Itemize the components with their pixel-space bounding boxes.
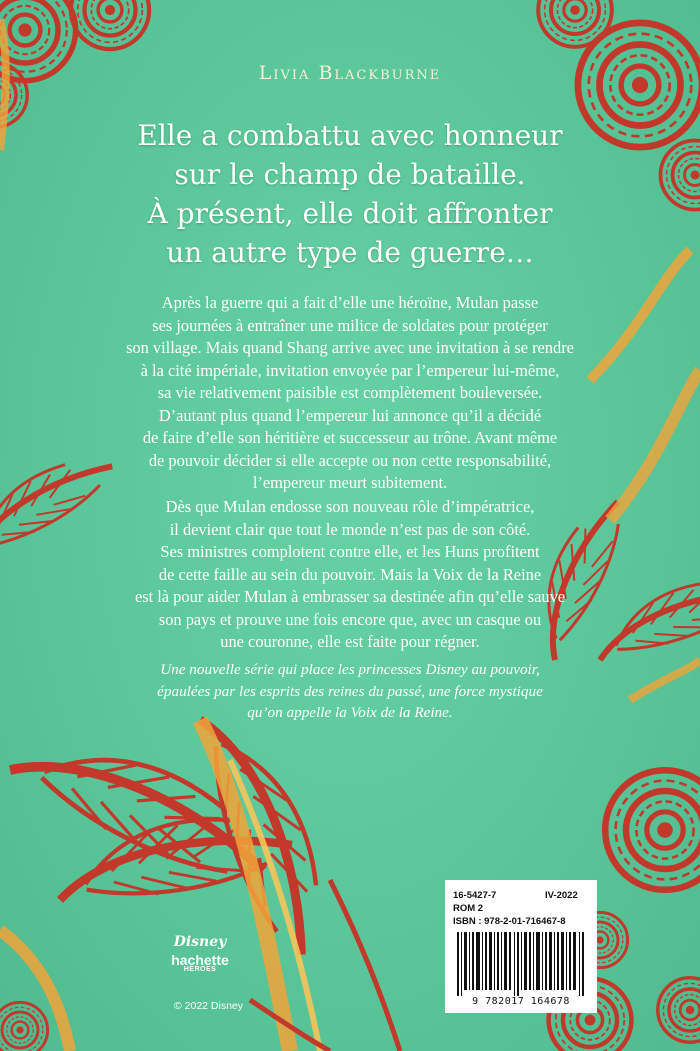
barcode-digits: 9 782017 164678 [472, 996, 570, 1007]
tagline-line: Elle a combattu avec honneur [137, 119, 563, 152]
text-line: sa vie relativement paisible est complètement bouleversée. [157, 383, 543, 402]
text-line: ses journées à entraîner une milice de soldates pour protéger [152, 315, 548, 335]
copyright-notice: © 2022 Disney [174, 1000, 244, 1012]
disney-logo: Disney [173, 934, 227, 950]
tagline [100, 116, 600, 272]
text-line: à la cité impériale, invitation envoyée par l’empereur lui-même, [140, 360, 560, 380]
heroes-label: HEROES [183, 966, 217, 973]
text-line: est là pour aider Mulan à embrasser sa destinée afin qu’elle sauve [134, 587, 566, 606]
text-line: épaulées par les esprits des reines du passé, une force mystique [157, 682, 543, 700]
text-line: D’autant plus quand l’empereur lui annonce qu’il a décidé [158, 405, 542, 425]
text-line: de cette faille au sein du pouvoir. Mais la Voix de la Reine [158, 564, 542, 584]
tagline-line: sur le champ de bataille. [174, 158, 526, 191]
author-name: Livia Blackburne [258, 62, 442, 84]
edition-date: IV-2022 [545, 890, 578, 901]
text-line: l’empereur meurt subitement. [252, 473, 448, 492]
series-blurb [112, 659, 588, 724]
hachette-logo: hachette [171, 952, 229, 968]
text-line: il devient clair que tout le monde n’est pas de son côté. [169, 519, 531, 539]
barcode-panel [445, 880, 597, 1013]
synopsis-paragraph-1 [112, 292, 588, 495]
text-line: de pouvoir décider si elle accepte ou non cette responsabilité, [148, 450, 552, 470]
text-line: de faire d’elle son héritière et successeur au trône. Avant même [142, 428, 558, 447]
text-line: qu’on appelle la Voix de la Reine. [247, 704, 453, 721]
text-line: Une nouvelle série qui place les princesses Disney au pouvoir, [160, 661, 540, 678]
product-ref: 16-5427-7 [453, 890, 497, 901]
text-line: son village. Mais quand Shang arrive avec une invitation à se rendre [126, 338, 574, 357]
publisher-logo [170, 934, 230, 973]
rom-code: ROM 2 [453, 903, 484, 914]
text-line: Ses ministres complotent contre elle, et les Huns profitent [160, 542, 540, 561]
text-line: Dès que Mulan endosse son nouveau rôle d’impératrice, [165, 497, 535, 516]
tagline-line: un autre type de guerre… [166, 236, 534, 269]
text-line: son pays et prouve une fois encore que, avec un casque ou [158, 609, 542, 629]
text-line: Après la guerre qui a fait d’elle une héroïne, Mulan passe [161, 293, 539, 312]
isbn: ISBN : 978-2-01-716467-8 [453, 916, 566, 927]
barcode-icon [457, 932, 585, 996]
text-line: une couronne, elle est faite pour régner. [220, 632, 480, 651]
tagline-line: À présent, elle doit affronter [147, 197, 553, 230]
synopsis-paragraph-2 [112, 496, 588, 654]
